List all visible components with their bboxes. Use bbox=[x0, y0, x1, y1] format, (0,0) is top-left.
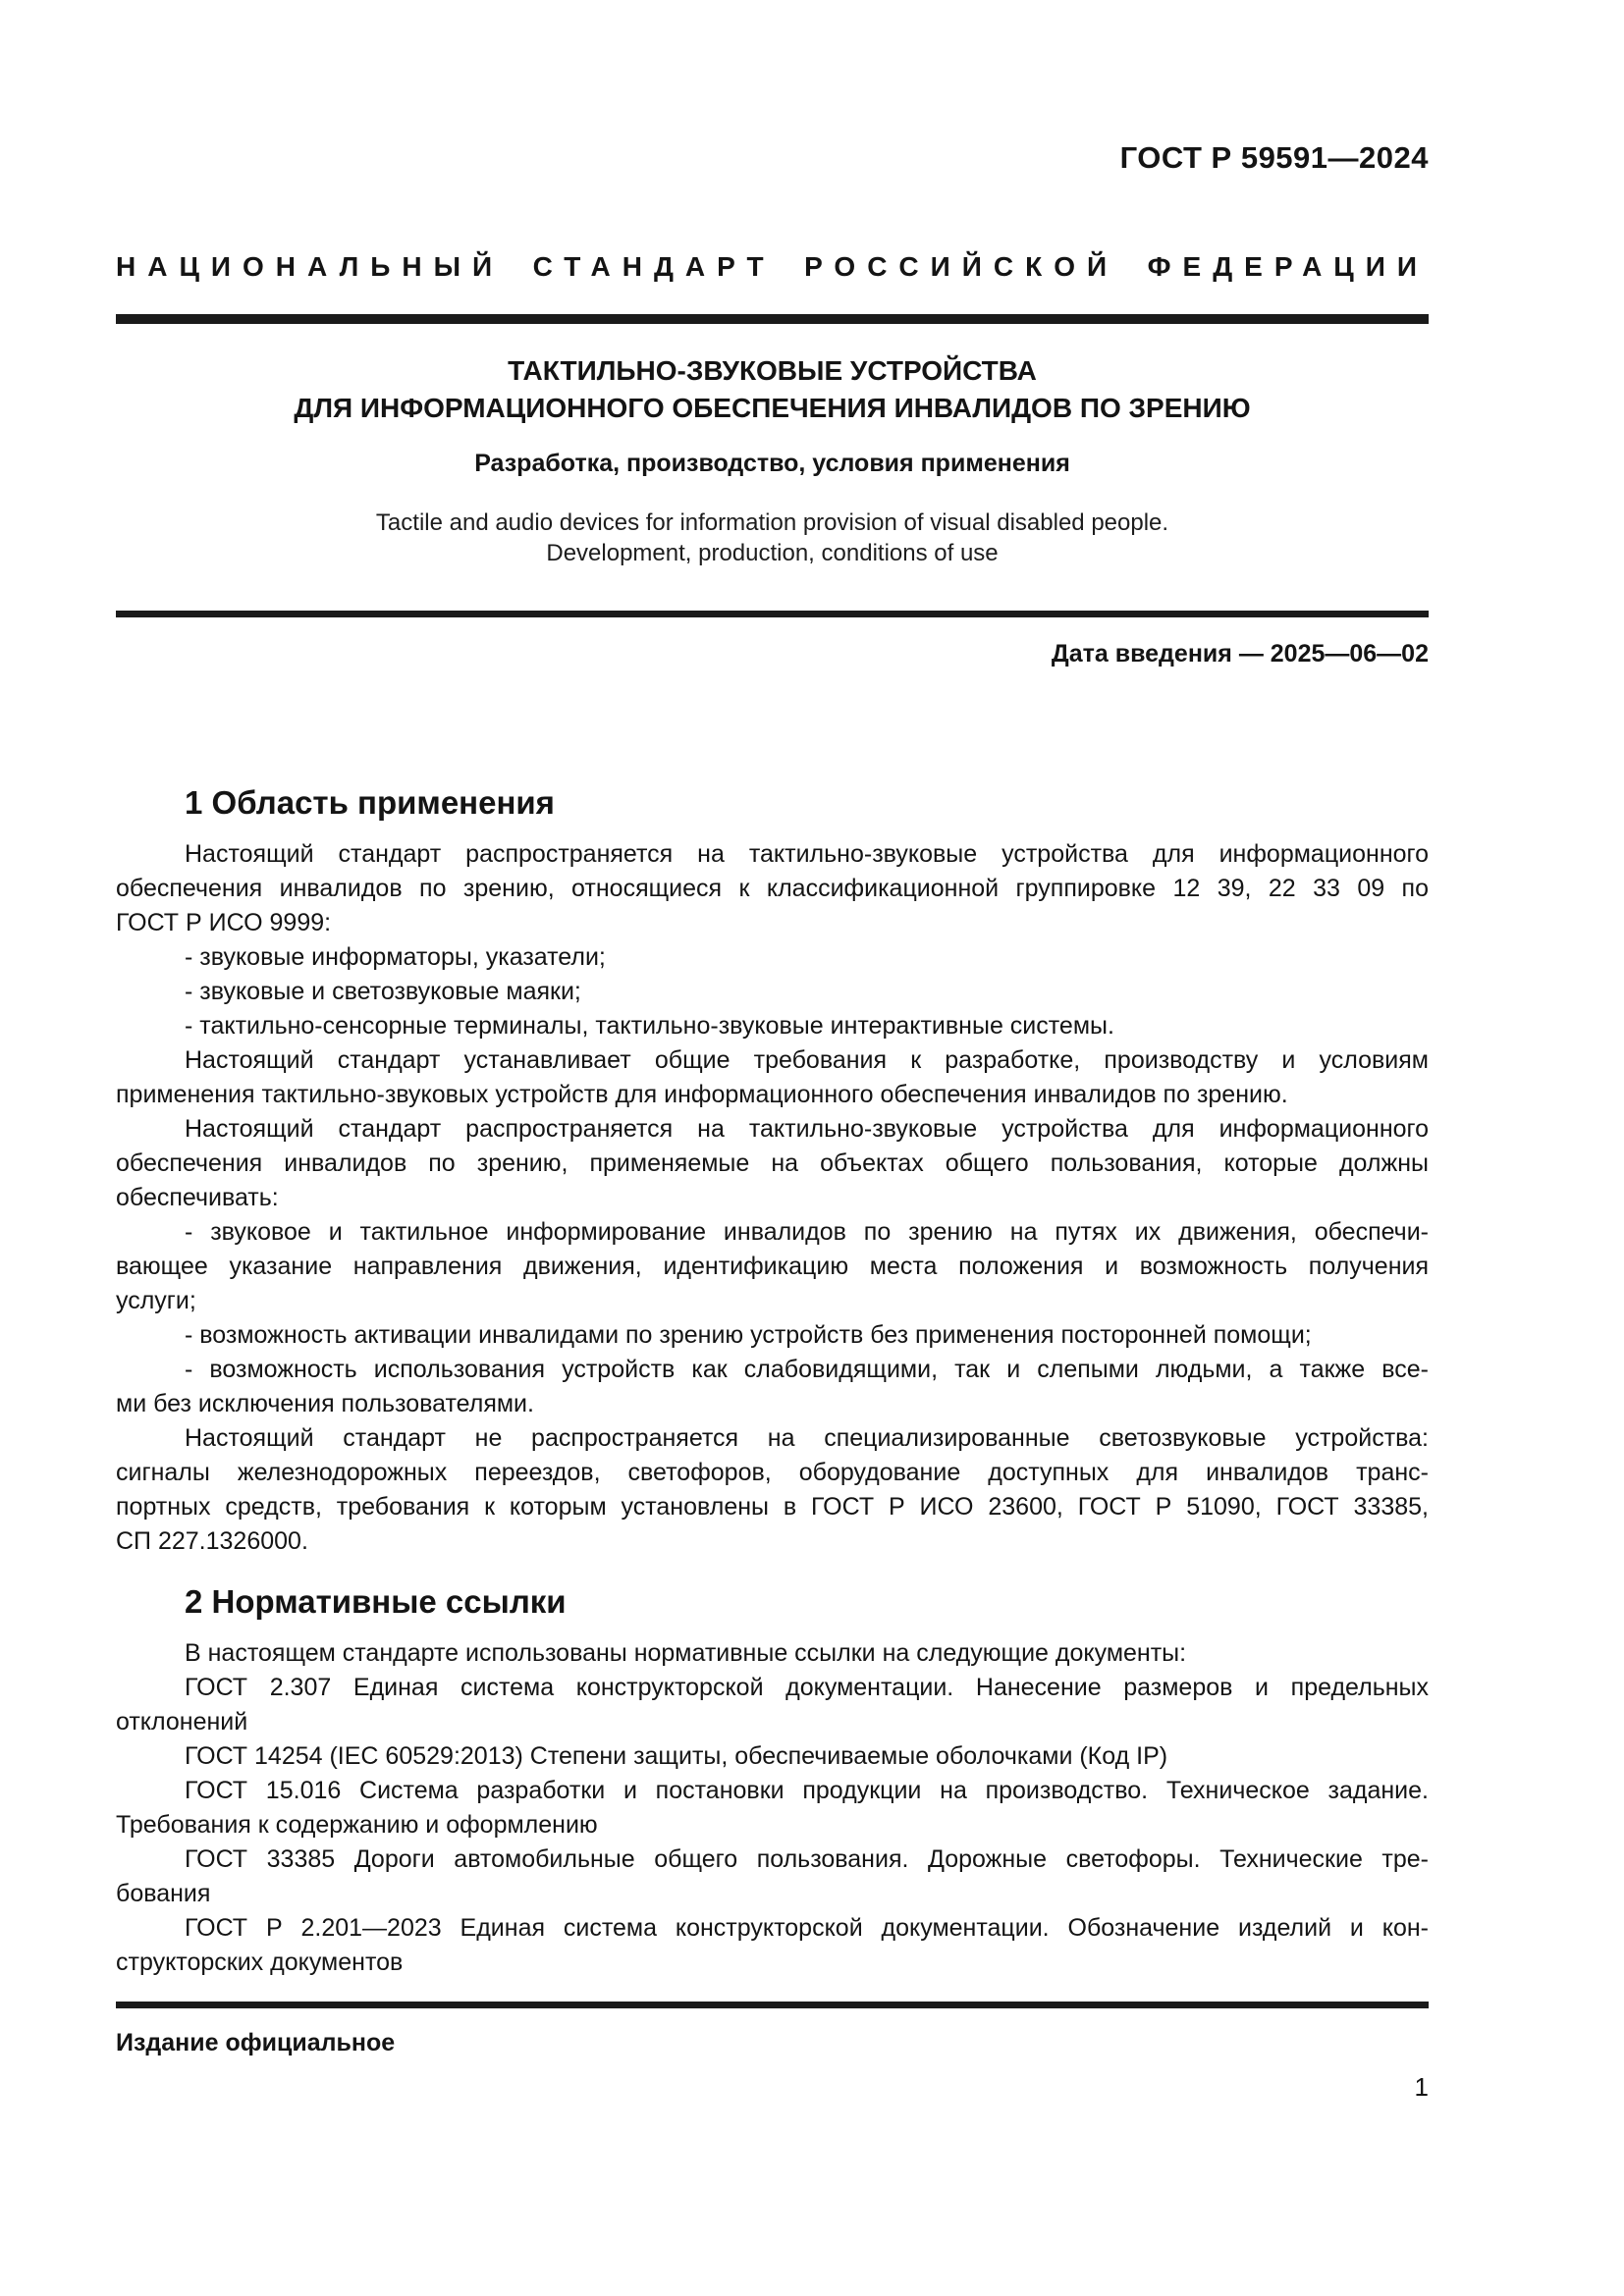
paragraph bbox=[116, 1043, 1429, 1112]
section-heading: 2 Нормативные ссылки bbox=[185, 1583, 567, 1620]
section bbox=[116, 781, 1429, 1559]
document-code: ГОСТ Р 59591—2024 bbox=[1119, 140, 1429, 175]
section bbox=[116, 1580, 1429, 1980]
paragraph-line: обеспечивать: bbox=[116, 1184, 279, 1211]
paragraph-line: ГОСТ Р 2.201—2023 Единая система конструкторской документации. Обозначение изделий и кон- bbox=[185, 1914, 1429, 1942]
paragraph bbox=[116, 1739, 1429, 1774]
paragraph bbox=[116, 1911, 1429, 1980]
paragraph bbox=[116, 940, 1429, 975]
paragraph-line: структорских документов bbox=[116, 1949, 404, 1976]
title-en-line-2: Development, production, conditions of use bbox=[546, 540, 999, 566]
paragraph-line: - звуковые информаторы, указатели; bbox=[185, 943, 606, 971]
section-heading: 1 Область применения bbox=[185, 784, 555, 821]
divider-thick bbox=[116, 314, 1429, 324]
paragraph-line: - звуковое и тактильное информирование инвалидов по зрению на путях их движения, обеспечи- bbox=[185, 1218, 1429, 1246]
paragraph bbox=[116, 1774, 1429, 1842]
title-line-2: ДЛЯ ИНФОРМАЦИОННОГО ОБЕСПЕЧЕНИЯ ИНВАЛИДОВ ПО ЗРЕНИЮ bbox=[294, 393, 1251, 423]
paragraph bbox=[116, 1009, 1429, 1043]
paragraph-line: Настоящий стандарт распространяется на тактильно-звуковые устройства для информационного bbox=[185, 840, 1429, 868]
official-edition-note: Издание официальное bbox=[116, 2029, 396, 2056]
title-line-1: ТАКТИЛЬНО-ЗВУКОВЫЕ УСТРОЙСТВА bbox=[508, 355, 1037, 386]
paragraph-line: бования bbox=[116, 1880, 211, 1907]
document-body bbox=[116, 781, 1429, 1980]
paragraph bbox=[116, 1636, 1429, 1671]
paragraph-line: Настоящий стандарт устанавливает общие требования к разработке, производству и условиям bbox=[185, 1046, 1429, 1074]
document-subtitle: Разработка, производство, условия применения bbox=[474, 450, 1070, 477]
document-title-english bbox=[116, 507, 1429, 568]
paragraph-line: Настоящий стандарт не распространяется на специализированные светозвуковые устройства: bbox=[185, 1424, 1429, 1452]
paragraph-line: ми без исключения пользователями. bbox=[116, 1390, 534, 1417]
paragraph-line: - тактильно-сенсорные терминалы, тактильно-звуковые интерактивные системы. bbox=[185, 1012, 1114, 1040]
document-title bbox=[116, 352, 1429, 427]
paragraph-line: Требования к содержанию и оформлению bbox=[116, 1811, 598, 1839]
paragraph-line: применения тактильно-звуковых устройств для информационного обеспечения инвалидов по зрению. bbox=[116, 1081, 1288, 1108]
paragraph-line: портных средств, требования к которым установлены в ГОСТ Р ИСО 23600, ГОСТ Р 51090, ГОСТ 33385, bbox=[116, 1493, 1429, 1521]
paragraph bbox=[116, 1421, 1429, 1559]
paragraph bbox=[116, 1353, 1429, 1421]
paragraph-line: отклонений bbox=[116, 1708, 248, 1735]
paragraph bbox=[116, 837, 1429, 940]
paragraph-line: - возможность активации инвалидами по зрению устройств без применения посторонней помощи; bbox=[185, 1321, 1312, 1349]
paragraph-line: СП 227.1326000. bbox=[116, 1527, 308, 1555]
paragraph-line: ГОСТ 2.307 Единая система конструкторской документации. Нанесение размеров и предельных bbox=[185, 1674, 1429, 1701]
standard-type-banner: НАЦИОНАЛЬНЫЙ СТАНДАРТ РОССИЙСКОЙ ФЕДЕРАЦИИ bbox=[116, 251, 1429, 282]
paragraph-line: ГОСТ 14254 (IEC 60529:2013) Степени защиты, обеспечиваемые оболочками (Код IP) bbox=[185, 1742, 1168, 1770]
paragraph-line: Настоящий стандарт распространяется на тактильно-звуковые устройства для информационного bbox=[185, 1115, 1429, 1143]
paragraph-line: услуги; bbox=[116, 1287, 196, 1314]
paragraph-line: ГОСТ 33385 Дороги автомобильные общего пользования. Дорожные светофоры. Технические тре- bbox=[185, 1845, 1429, 1873]
paragraph-line: вающее указание направления движения, идентификацию места положения и возможность получения bbox=[116, 1253, 1429, 1280]
paragraph-line: - возможность использования устройств как слабовидящими, так и слепыми людьми, а также все- bbox=[185, 1356, 1429, 1383]
title-en-line-1: Tactile and audio devices for information provision of visual disabled people. bbox=[375, 509, 1169, 536]
paragraph-line: - звуковые и светозвуковые маяки; bbox=[185, 978, 581, 1005]
divider-footer bbox=[116, 2002, 1429, 2008]
paragraph bbox=[116, 1842, 1429, 1911]
paragraph-line: обеспечения инвалидов по зрению, относящиеся к классификационной группировке 12 39, 22 33 09 по bbox=[116, 875, 1429, 902]
divider-title bbox=[116, 611, 1429, 617]
paragraph-line: сигналы железнодорожных переездов, светофоров, оборудование доступных для инвалидов транс- bbox=[116, 1459, 1429, 1486]
page-number: 1 bbox=[1414, 2072, 1429, 2102]
paragraph bbox=[116, 1671, 1429, 1739]
paragraph-line: В настоящем стандарте использованы нормативные ссылки на следующие документы: bbox=[185, 1639, 1187, 1667]
paragraph bbox=[116, 1318, 1429, 1353]
introduction-date: Дата введения — 2025—06—02 bbox=[1051, 640, 1429, 667]
paragraph-line: обеспечения инвалидов по зрению, применяемые на объектах общего пользования, которые должны bbox=[116, 1149, 1429, 1177]
paragraph bbox=[116, 1112, 1429, 1215]
paragraph bbox=[116, 1215, 1429, 1318]
paragraph-line: ГОСТ Р ИСО 9999: bbox=[116, 909, 332, 936]
paragraph-line: ГОСТ 15.016 Система разработки и постановки продукции на производство. Техническое задание. bbox=[185, 1777, 1429, 1804]
paragraph bbox=[116, 975, 1429, 1009]
